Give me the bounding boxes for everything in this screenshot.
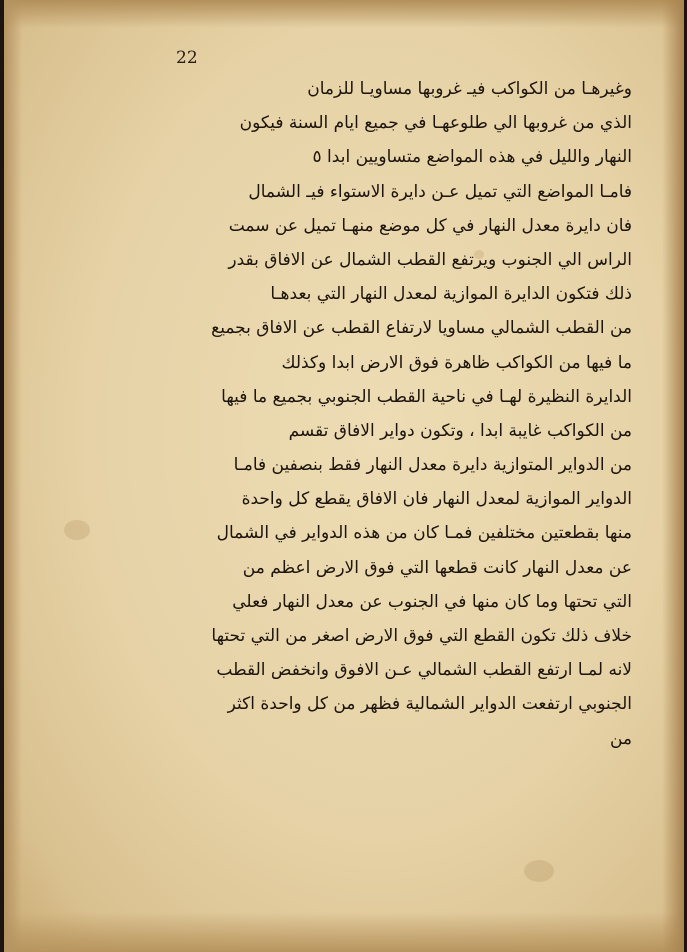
text-line: من xyxy=(609,728,632,749)
text-line: التي تحتها وما كان منها في الجنوب عن معدل النهار فعلي xyxy=(232,591,632,612)
text-line: عن معدل النهار كانت قطعها التي فوق الارض اعظم من xyxy=(242,557,632,578)
manuscript-text xyxy=(162,72,632,756)
text-line: فامـا المواضع التي تميل عـن دايرة الاستواء فيـ الشمال xyxy=(248,181,632,202)
text-line: لانه لمـا ارتفع القطب الشمالي عـن الافوق وانخفض القطب xyxy=(216,660,632,681)
text-line: الراس الي الجنوب ويرتفع القطب الشمال عن الافاق بقدر xyxy=(228,249,632,270)
text-line: الدواير الموازية لمعدل النهار فان الافاق يقطع كل واحدة xyxy=(241,489,632,510)
text-line: الدايرة النظيرة لهـا في ناحية القطب الجنوبي بجميع ما فيها xyxy=(221,386,632,407)
stain-spot xyxy=(64,520,90,540)
page-number: 22 xyxy=(176,48,198,68)
text-line: خلاف ذلك تكون القطع التي فوق الارض اصغر من التي تحتها xyxy=(211,626,632,646)
text-line: من الكواكب غايبة ابدا ، وتكون دواير الافاق تقسم xyxy=(288,420,632,441)
text-line: منها بقطعتين مختلفين فمـا كان من هذه الدواير في الشمال xyxy=(216,523,632,544)
text-line: من الدواير المتوازية دايرة معدل النهار فقط بنصفين فامـا xyxy=(233,455,632,476)
page-edge-shadow-left xyxy=(4,0,22,952)
page-edge-shadow-right xyxy=(662,0,684,952)
text-line: من القطب الشمالي مساويا لارتفاع القطب عن الافاق بجميع xyxy=(211,318,632,339)
text-line: الجنوبي ارتفعت الدواير الشمالية فظهر من كل واحدة اكثر xyxy=(227,694,632,715)
text-line: ما فيها من الكواكب ظاهرة فوق الارض ابدا وكذلك xyxy=(281,352,632,373)
manuscript-page xyxy=(4,0,684,952)
text-line: النهار والليل في هذه المواضع متساويين ابدا ٥ xyxy=(312,147,632,168)
page-edge-shadow-top xyxy=(4,0,684,28)
text-line: وغيرهـا من الكواكب فيـ غروبها مساويـا للزمان xyxy=(307,79,632,99)
text-line: الذي من غروبها الي طلوعهـا في جميع ايام السنة فيكون xyxy=(239,113,632,134)
text-line: فان دايرة معدل النهار في كل موضع منهـا تميل عن سمت xyxy=(228,215,632,236)
text-line: ذلك فتكون الدايرة الموازية لمعدل النهار التي بعدهـا xyxy=(270,284,632,305)
stain-spot xyxy=(524,860,554,882)
page-edge-shadow-bottom xyxy=(4,912,684,952)
